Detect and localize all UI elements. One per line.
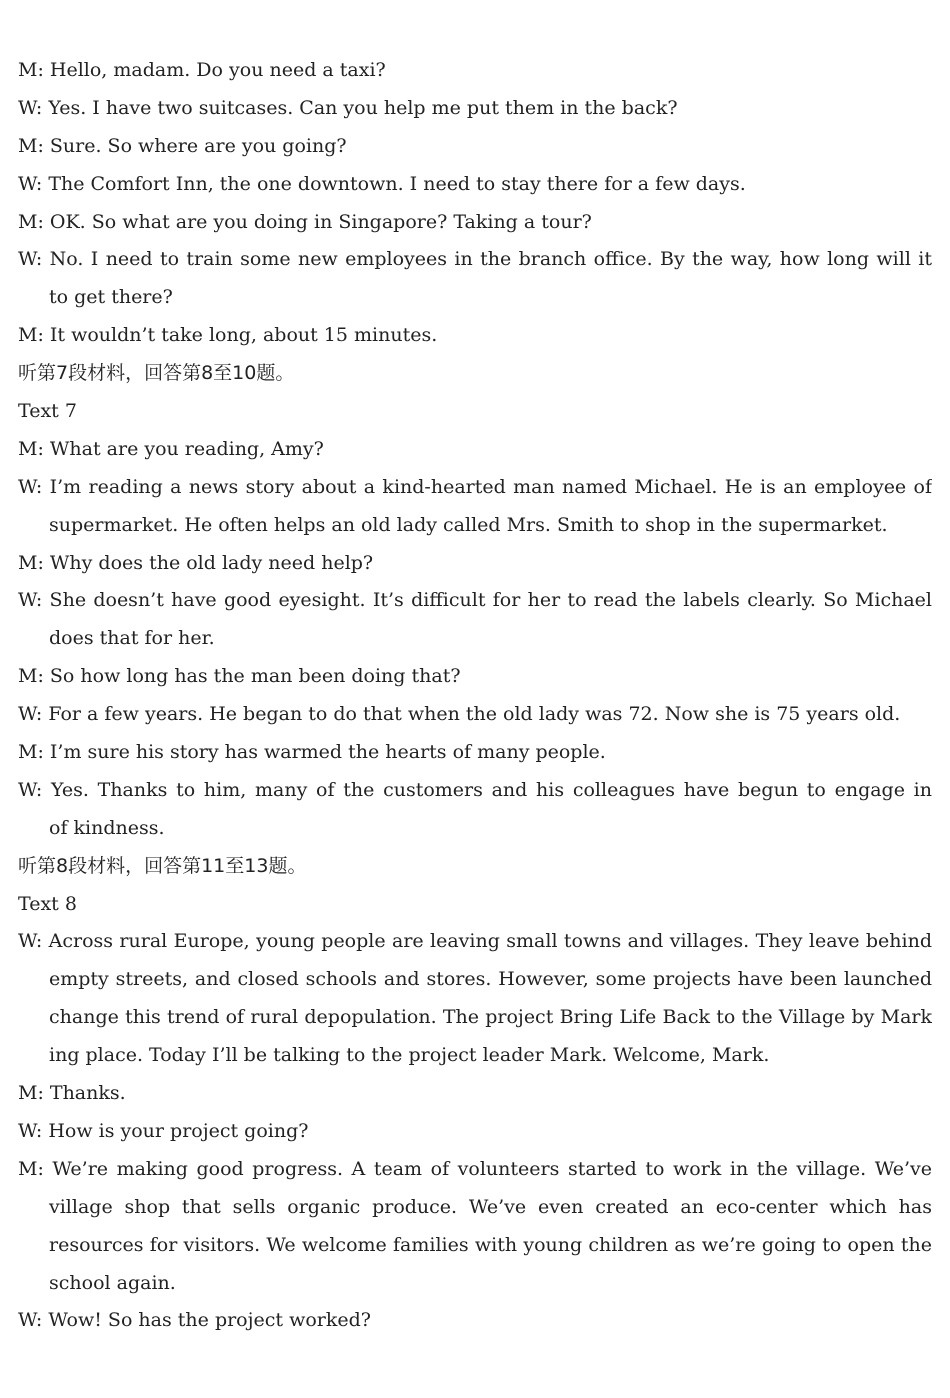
dialogue-line-continuation: school again. <box>49 1271 176 1294</box>
dialogue-line-continuation: ing place. Today I’ll be talking to the project leader Mark. Welcome, Mark. <box>49 1044 770 1067</box>
dialogue-line-continuation: village shop that sells organic produce. We’ve even created an eco-center which has <box>49 1195 932 1218</box>
dialogue-line: W: Yes. I have two suitcases. Can you help me put them in the back? <box>18 96 678 119</box>
dialogue-line: M: What are you reading, Amy? <box>18 437 324 460</box>
dialogue-line: W: I’m reading a news story about a kind-hearted man named Michael. He is an employee of <box>18 475 932 498</box>
dialogue-line: M: It wouldn’t take long, about 15 minutes. <box>18 324 438 347</box>
dialogue-line: M: Why does the old lady need help? <box>18 551 374 574</box>
dialogue-line: W: For a few years. He began to do that when the old lady was 72. Now she is 75 years old. <box>18 703 901 726</box>
dialogue-line-continuation: resources for visitors. We welcome families with young children as we’re going to open the <box>49 1233 932 1256</box>
dialogue-line: M: OK. So what are you doing in Singapore? Taking a tour? <box>18 210 592 233</box>
dialogue-line: W: The Comfort Inn, the one downtown. I need to stay there for a few days. <box>18 172 746 195</box>
dialogue-line: W: Wow! So has the project worked? <box>18 1309 371 1332</box>
transcript-page <box>18 52 932 1340</box>
section-instruction: 听第8段材料，回答第11至13题。 <box>18 854 307 877</box>
dialogue-line: W: Across rural Europe, young people are leaving small towns and villages. They leave behind <box>18 930 932 953</box>
dialogue-line: M: We’re making good progress. A team of volunteers started to work in the village. We’ve <box>18 1157 932 1180</box>
dialogue-line: W: How is your project going? <box>18 1119 309 1142</box>
dialogue-line: M: Hello, madam. Do you need a taxi? <box>18 59 386 81</box>
dialogue-line-continuation: empty streets, and closed schools and stores. However, some projects have been launched <box>49 968 932 991</box>
dialogue-line-continuation: supermarket. He often helps an old lady called Mrs. Smith to shop in the supermarket. <box>49 513 888 536</box>
dialogue-line-continuation: to get there? <box>49 286 173 309</box>
section-instruction: 听第7段材料，回答第8至10题。 <box>18 362 295 385</box>
dialogue-line: W: No. I need to train some new employees in the branch office. By the way, how long will it <box>18 248 932 271</box>
dialogue-line: W: Yes. Thanks to him, many of the customers and his colleagues have begun to engage in <box>18 778 932 801</box>
dialogue-line: W: She doesn’t have good eyesight. It’s difficult for her to read the labels clearly. So Michael <box>18 589 932 612</box>
dialogue-line: M: So how long has the man been doing that? <box>18 665 461 688</box>
dialogue-line-continuation: of kindness. <box>49 816 165 839</box>
dialogue-line: M: I’m sure his story has warmed the hearts of many people. <box>18 741 606 764</box>
section-title: Text 8 <box>18 892 77 915</box>
section-title: Text 7 <box>18 400 77 423</box>
dialogue-line-continuation: change this trend of rural depopulation. The project Bring Life Back to the Village by Mark <box>49 1006 932 1029</box>
dialogue-line: M: Sure. So where are you going? <box>18 134 347 157</box>
dialogue-line: M: Thanks. <box>18 1082 126 1105</box>
dialogue-line-continuation: does that for her. <box>49 627 215 650</box>
